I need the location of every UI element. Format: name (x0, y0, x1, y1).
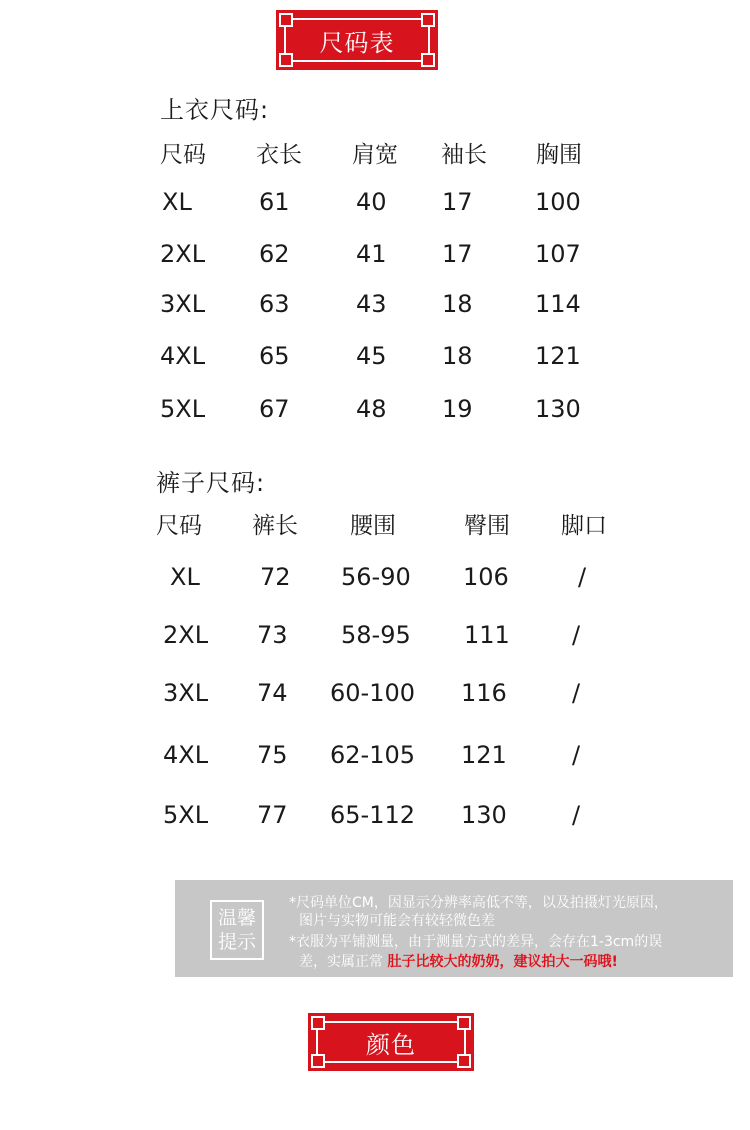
color-banner (308, 1013, 474, 1071)
pants-header-hem: 脚口 (561, 513, 607, 539)
pants-size-title: 裤子尺码: (156, 469, 266, 497)
table-cell: 62-105 (330, 741, 416, 769)
table-cell: 62 (259, 240, 290, 268)
table-cell: / (572, 621, 581, 649)
top-header-chest: 胸围 (536, 142, 582, 168)
size-chart-banner (276, 10, 438, 70)
table-cell: 45 (356, 342, 387, 370)
notice-warning-text: 肚子比较大的奶奶，建议拍大一码哦! (387, 954, 618, 970)
size-chart-banner-label: 尺码表 (319, 28, 395, 57)
table-cell: 5XL (163, 801, 209, 829)
table-cell: 4XL (163, 741, 209, 769)
table-cell: 77 (257, 801, 288, 829)
pants-header-waist: 腰围 (350, 513, 396, 539)
table-cell: 41 (356, 240, 387, 268)
table-cell: 40 (356, 188, 387, 216)
pants-header-size: 尺码 (156, 513, 202, 539)
top-header-shoulder: 肩宽 (352, 142, 398, 168)
warm-tips-stamp (210, 900, 264, 960)
warm-tips-notice (175, 880, 733, 977)
table-cell: 4XL (160, 342, 206, 370)
table-cell: / (572, 679, 581, 707)
table-cell: 56-90 (341, 563, 411, 591)
banner-corner-ornament (457, 1016, 471, 1030)
table-cell: 74 (257, 679, 288, 707)
notice-line: *尺码单位CM，因显示分辨率高低不等，以及拍摄灯光原因， (289, 895, 668, 911)
banner-corner-ornament (311, 1016, 325, 1030)
table-cell: 17 (442, 188, 473, 216)
notice-line (299, 951, 618, 971)
pants-header-length: 裤长 (252, 513, 298, 539)
table-cell: 58-95 (341, 621, 411, 649)
table-cell: 106 (463, 563, 509, 591)
table-cell: 63 (259, 290, 290, 318)
table-cell: 116 (461, 679, 507, 707)
table-cell: 18 (442, 290, 473, 318)
banner-corner-ornament (457, 1054, 471, 1068)
table-cell: 3XL (163, 679, 209, 707)
table-cell: 65-112 (330, 801, 416, 829)
banner-corner-ornament (421, 53, 435, 67)
table-cell: 114 (535, 290, 581, 318)
table-cell: 18 (442, 342, 473, 370)
table-cell: / (572, 741, 581, 769)
top-header-sleeve: 袖长 (441, 142, 487, 168)
top-header-length: 衣长 (256, 142, 302, 168)
top-header-size: 尺码 (160, 142, 206, 168)
table-cell: 67 (259, 395, 290, 423)
table-cell: 111 (464, 621, 510, 649)
table-cell: / (572, 801, 581, 829)
table-cell: 65 (259, 342, 290, 370)
table-cell: 130 (461, 801, 507, 829)
stamp-text: 温馨 (217, 907, 256, 929)
notice-line: *衣服为平铺测量，由于测量方式的差异，会存在1-3cm的误 (289, 934, 663, 950)
table-cell: 72 (260, 563, 291, 591)
table-cell: 3XL (160, 290, 206, 318)
table-cell: 43 (356, 290, 387, 318)
table-cell: 17 (442, 240, 473, 268)
table-cell: 48 (356, 395, 387, 423)
table-cell: 121 (461, 741, 507, 769)
table-cell: 2XL (163, 621, 209, 649)
notice-line-text: 差，实属正常 (299, 954, 383, 970)
pants-header-hip: 臀围 (464, 513, 510, 539)
table-cell: 19 (442, 395, 473, 423)
table-cell: 75 (257, 741, 288, 769)
banner-corner-ornament (279, 13, 293, 27)
table-cell: 130 (535, 395, 581, 423)
table-cell: 2XL (160, 240, 206, 268)
table-cell: 107 (535, 240, 581, 268)
table-cell: XL (170, 563, 200, 591)
table-cell: 73 (257, 621, 288, 649)
color-banner-label: 颜色 (366, 1030, 416, 1059)
stamp-text: 提示 (217, 931, 256, 953)
notice-line: 图片与实物可能会有较轻微色差 (299, 913, 495, 929)
banner-corner-ornament (421, 13, 435, 27)
table-cell: / (578, 563, 587, 591)
table-cell: 61 (259, 188, 290, 216)
banner-corner-ornament (311, 1054, 325, 1068)
top-size-title: 上衣尺码: (160, 96, 270, 124)
table-cell: 60-100 (330, 679, 416, 707)
table-cell: XL (162, 188, 192, 216)
table-cell: 5XL (160, 395, 206, 423)
banner-corner-ornament (279, 53, 293, 67)
table-cell: 121 (535, 342, 581, 370)
table-cell: 100 (535, 188, 581, 216)
